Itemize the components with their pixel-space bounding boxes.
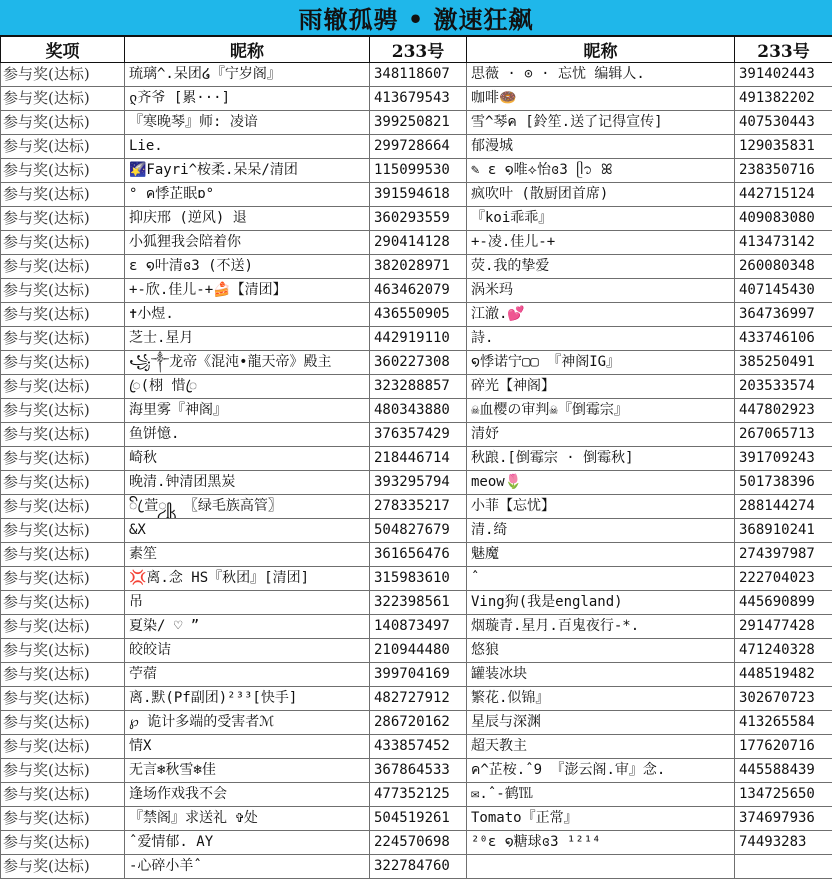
nickname-cell-2: 咖啡🍩 [467, 87, 735, 111]
nickname-cell: 崎秋 [125, 447, 370, 471]
nickname-cell-2: 雪^琴ค [鈴笙.送了记得宣传] [467, 111, 735, 135]
table-row [1, 687, 832, 711]
header-nickname-2: 昵称 [467, 37, 735, 63]
award-cell: 参与奖(达标) [1, 399, 125, 423]
nickname-cell: 吊 [125, 591, 370, 615]
nickname-cell-2: Tomato『正常』 [467, 807, 735, 831]
award-cell: 参与奖(达标) [1, 183, 125, 207]
id-cell-2: 129035831 [735, 135, 832, 159]
award-cell: 参与奖(达标) [1, 447, 125, 471]
header-nickname: 昵称 [125, 37, 370, 63]
nickname-cell-2: 『koi乖乖』 [467, 207, 735, 231]
id-cell: 360293559 [370, 207, 467, 231]
table-row [1, 495, 832, 519]
nickname-cell: 离.默(Pf副团)²³³[快手] [125, 687, 370, 711]
id-cell-2: 238350716 [735, 159, 832, 183]
nickname-cell-2: ☠血樱の审判☠『倒霉宗』 [467, 399, 735, 423]
id-cell: 399704169 [370, 663, 467, 687]
id-cell: 463462079 [370, 279, 467, 303]
table-row [1, 735, 832, 759]
id-cell: 391594618 [370, 183, 467, 207]
id-cell: 433857452 [370, 735, 467, 759]
award-cell: 参与奖(达标) [1, 327, 125, 351]
id-cell-2: 409083080 [735, 207, 832, 231]
table-row [1, 231, 832, 255]
table-row [1, 783, 832, 807]
nickname-cell: 无言❄秋雪❄佳 [125, 759, 370, 783]
id-cell-2: 203533574 [735, 375, 832, 399]
table-row [1, 279, 832, 303]
award-cell: 参与奖(达标) [1, 255, 125, 279]
award-table [0, 36, 832, 879]
award-cell: 参与奖(达标) [1, 87, 125, 111]
table-row [1, 663, 832, 687]
id-cell: 480343880 [370, 399, 467, 423]
id-cell-2: 374697936 [735, 807, 832, 831]
id-cell-2: 407530443 [735, 111, 832, 135]
table-row [1, 87, 832, 111]
nickname-cell-2: 清妤 [467, 423, 735, 447]
id-cell: 504519261 [370, 807, 467, 831]
nickname-cell-2: ค^芷桉.ˆ9 『澎云阁.审』念. [467, 759, 735, 783]
award-cell: 参与奖(达标) [1, 759, 125, 783]
table-row [1, 255, 832, 279]
id-cell-2: 413265584 [735, 711, 832, 735]
table-row [1, 303, 832, 327]
nickname-cell-2: ˆ [467, 567, 735, 591]
table-row [1, 591, 832, 615]
nickname-cell-2: ²⁰ɛ ໑糖球ɞ3 ¹²¹⁴ [467, 831, 735, 855]
nickname-cell: ℘ 诡计多端的受害者ℳ [125, 711, 370, 735]
id-cell: 436550905 [370, 303, 467, 327]
table-row [1, 831, 832, 855]
nickname-cell: 逢场作戏我不会 [125, 783, 370, 807]
table-row [1, 807, 832, 831]
sheet-title: 雨辙孤骋 • 激速狂飙 [298, 5, 534, 34]
table-row [1, 447, 832, 471]
table-row [1, 327, 832, 351]
id-cell-2: 385250491 [735, 351, 832, 375]
nickname-cell: 『寒晚琴』师: 凌谙 [125, 111, 370, 135]
id-cell: 376357429 [370, 423, 467, 447]
id-cell-2 [735, 855, 832, 879]
award-cell: 参与奖(达标) [1, 159, 125, 183]
id-cell-2: 177620716 [735, 735, 832, 759]
nickname-cell-2: 思薇 · ⊙ · 忘忧 编辑人. [467, 63, 735, 87]
id-cell: 278335217 [370, 495, 467, 519]
table-row [1, 855, 832, 879]
header-row [1, 37, 832, 63]
id-cell-2: 134725650 [735, 783, 832, 807]
table-row [1, 543, 832, 567]
table-row [1, 759, 832, 783]
nickname-cell-2: 秋踉.[倒霉宗 · 倒霉秋] [467, 447, 735, 471]
id-cell: 360227308 [370, 351, 467, 375]
id-cell-2: 491382202 [735, 87, 832, 111]
nickname-cell-2: 涡米玛 [467, 279, 735, 303]
id-cell-2: 407145430 [735, 279, 832, 303]
table-row [1, 423, 832, 447]
table-row [1, 399, 832, 423]
nickname-cell: ˆ爱情郁. AY [125, 831, 370, 855]
nickname-cell: 琉璃^.呆团໒『宁岁阁』 [125, 63, 370, 87]
title-bar [0, 0, 832, 36]
header-id: 233号 [370, 37, 467, 63]
nickname-cell: ლ齐爷 [累···] [125, 87, 370, 111]
table-row [1, 159, 832, 183]
id-cell: 393295794 [370, 471, 467, 495]
nickname-cell: 素笙 [125, 543, 370, 567]
nickname-cell: ° ค悸芷眠ɒ° [125, 183, 370, 207]
nickname-cell: +-欣.佳儿-+🍰【清团】 [125, 279, 370, 303]
id-cell-2: 74493283 [735, 831, 832, 855]
nickname-cell: &X [125, 519, 370, 543]
id-cell: 115099530 [370, 159, 467, 183]
id-cell-2: 291477428 [735, 615, 832, 639]
nickname-cell: ✝小煜. [125, 303, 370, 327]
nickname-cell: -心碎小羊ˆ [125, 855, 370, 879]
award-cell: 参与奖(达标) [1, 303, 125, 327]
nickname-cell: ꦼ ꦿ萱ꦾ ꦽ 〖绿毛族高管〗 [125, 495, 370, 519]
id-cell-2: 501738396 [735, 471, 832, 495]
nickname-cell: Lie. [125, 135, 370, 159]
nickname-cell: 芝士.星月 [125, 327, 370, 351]
award-cell: 参与奖(达标) [1, 471, 125, 495]
nickname-cell: 海里雾『神阁』 [125, 399, 370, 423]
table-row [1, 375, 832, 399]
award-cell: 参与奖(达标) [1, 663, 125, 687]
table-body [1, 63, 832, 879]
id-cell-2: 260080348 [735, 255, 832, 279]
nickname-cell-2: 小菲【忘忧】 [467, 495, 735, 519]
nickname-cell-2: 江澈.💕 [467, 303, 735, 327]
nickname-cell-2: Ving狗(我是england) [467, 591, 735, 615]
nickname-cell-2: 詩. [467, 327, 735, 351]
award-cell: 参与奖(达标) [1, 375, 125, 399]
table-row [1, 351, 832, 375]
award-cell: 参与奖(达标) [1, 687, 125, 711]
table-row [1, 207, 832, 231]
header-award: 奖项 [1, 37, 125, 63]
table-row [1, 471, 832, 495]
nickname-cell: 🌠Fayri^桉柔.呆呆/清团 [125, 159, 370, 183]
nickname-cell: 『禁阁』求送礼 ✞处 [125, 807, 370, 831]
nickname-cell-2: 碎光【神阁】 [467, 375, 735, 399]
id-cell-2: 391709243 [735, 447, 832, 471]
nickname-cell-2: 繁花.似锦』 [467, 687, 735, 711]
nickname-cell-2: 超天教主 [467, 735, 735, 759]
id-cell-2: 391402443 [735, 63, 832, 87]
table-row [1, 519, 832, 543]
nickname-cell-2: 星辰与深渊 [467, 711, 735, 735]
table-row [1, 639, 832, 663]
table-row [1, 135, 832, 159]
award-cell: 参与奖(达标) [1, 711, 125, 735]
id-cell-2: 448519482 [735, 663, 832, 687]
nickname-cell-2: 郁漫城 [467, 135, 735, 159]
nickname-cell-2: meow🌷 [467, 471, 735, 495]
nickname-cell-2: ໑悸诺宁▢▢ 『神阁IG』 [467, 351, 735, 375]
nickname-cell-2: ✉.ˆ-鹤℡ [467, 783, 735, 807]
id-cell: 218446714 [370, 447, 467, 471]
award-cell: 参与奖(达标) [1, 351, 125, 375]
award-cell: 参与奖(达标) [1, 423, 125, 447]
nickname-cell: 情X [125, 735, 370, 759]
award-cell: 参与奖(达标) [1, 783, 125, 807]
id-cell-2: 447802923 [735, 399, 832, 423]
id-cell: 361656476 [370, 543, 467, 567]
award-cell: 参与奖(达标) [1, 615, 125, 639]
nickname-cell: 苧蓿 [125, 663, 370, 687]
award-cell: 参与奖(达标) [1, 111, 125, 135]
table-row [1, 111, 832, 135]
id-cell-2: 274397987 [735, 543, 832, 567]
id-cell-2: 442715124 [735, 183, 832, 207]
award-cell: 参与奖(达标) [1, 231, 125, 255]
nickname-cell: ꧁༒龙帝《混沌•龍天帝》殿主 [125, 351, 370, 375]
id-cell: 290414128 [370, 231, 467, 255]
id-cell-2: 445588439 [735, 759, 832, 783]
id-cell: 442919110 [370, 327, 467, 351]
id-cell-2: 288144274 [735, 495, 832, 519]
nickname-cell: 夏染/ ♡ ” [125, 615, 370, 639]
award-cell: 参与奖(达标) [1, 567, 125, 591]
id-cell: 323288857 [370, 375, 467, 399]
nickname-cell-2: 疯吹叶 (散厨团首席) [467, 183, 735, 207]
id-cell-2: 302670723 [735, 687, 832, 711]
nickname-cell-2: +-凌.佳儿-+ [467, 231, 735, 255]
nickname-cell-2: 罐装冰块 [467, 663, 735, 687]
id-cell: 482727912 [370, 687, 467, 711]
table-row [1, 63, 832, 87]
nickname-cell: 小狐狸我会陪着你 [125, 231, 370, 255]
nickname-cell-2: 烟璇青.星月.百鬼夜行-*. [467, 615, 735, 639]
nickname-cell-2 [467, 855, 735, 879]
id-cell: 322784760 [370, 855, 467, 879]
nickname-cell: ɛ ໑叶清ɞ3 (不送) [125, 255, 370, 279]
award-cell: 参与奖(达标) [1, 807, 125, 831]
id-cell: 399250821 [370, 111, 467, 135]
award-cell: 参与奖(达标) [1, 135, 125, 159]
id-cell: 224570698 [370, 831, 467, 855]
award-cell: 参与奖(达标) [1, 591, 125, 615]
id-cell: 348118607 [370, 63, 467, 87]
id-cell: 477352125 [370, 783, 467, 807]
id-cell-2: 364736997 [735, 303, 832, 327]
id-cell: 322398561 [370, 591, 467, 615]
award-cell: 参与奖(达标) [1, 543, 125, 567]
id-cell: 315983610 [370, 567, 467, 591]
id-cell: 504827679 [370, 519, 467, 543]
id-cell-2: 368910241 [735, 519, 832, 543]
nickname-cell: 鱼饼憶. [125, 423, 370, 447]
award-cell: 参与奖(达标) [1, 639, 125, 663]
nickname-cell: ꦿ(栩 惜ꦿ [125, 375, 370, 399]
award-cell: 参与奖(达标) [1, 735, 125, 759]
nickname-cell-2: 清.绮 [467, 519, 735, 543]
award-cell: 参与奖(达标) [1, 519, 125, 543]
nickname-cell-2: 悠狼 [467, 639, 735, 663]
id-cell: 140873497 [370, 615, 467, 639]
table-row [1, 615, 832, 639]
id-cell-2: 413473142 [735, 231, 832, 255]
nickname-cell: 抑庆邢 (逆风) 退 [125, 207, 370, 231]
id-cell-2: 433746106 [735, 327, 832, 351]
nickname-cell-2: ✎ ɛ ໑唯⟡怡ɞ3 ᥫ᭡ ꕤ [467, 159, 735, 183]
id-cell-2: 445690899 [735, 591, 832, 615]
id-cell: 210944480 [370, 639, 467, 663]
award-cell: 参与奖(达标) [1, 63, 125, 87]
award-cell: 参与奖(达标) [1, 831, 125, 855]
nickname-cell: 皎皎诘 [125, 639, 370, 663]
nickname-cell: 💢离.念 HS『秋团』[清团] [125, 567, 370, 591]
nickname-cell: 晚清.钟清团黑炭 [125, 471, 370, 495]
table-row [1, 183, 832, 207]
id-cell: 413679543 [370, 87, 467, 111]
id-cell-2: 222704023 [735, 567, 832, 591]
id-cell: 382028971 [370, 255, 467, 279]
id-cell: 367864533 [370, 759, 467, 783]
award-cell: 参与奖(达标) [1, 207, 125, 231]
award-cell: 参与奖(达标) [1, 279, 125, 303]
id-cell: 286720162 [370, 711, 467, 735]
id-cell-2: 471240328 [735, 639, 832, 663]
nickname-cell-2: 魅魔 [467, 543, 735, 567]
table-row [1, 711, 832, 735]
award-cell: 参与奖(达标) [1, 855, 125, 879]
id-cell-2: 267065713 [735, 423, 832, 447]
table-row [1, 567, 832, 591]
id-cell: 299728664 [370, 135, 467, 159]
award-cell: 参与奖(达标) [1, 495, 125, 519]
nickname-cell-2: 荧.我的挚爱 [467, 255, 735, 279]
header-id-2: 233号 [735, 37, 832, 63]
